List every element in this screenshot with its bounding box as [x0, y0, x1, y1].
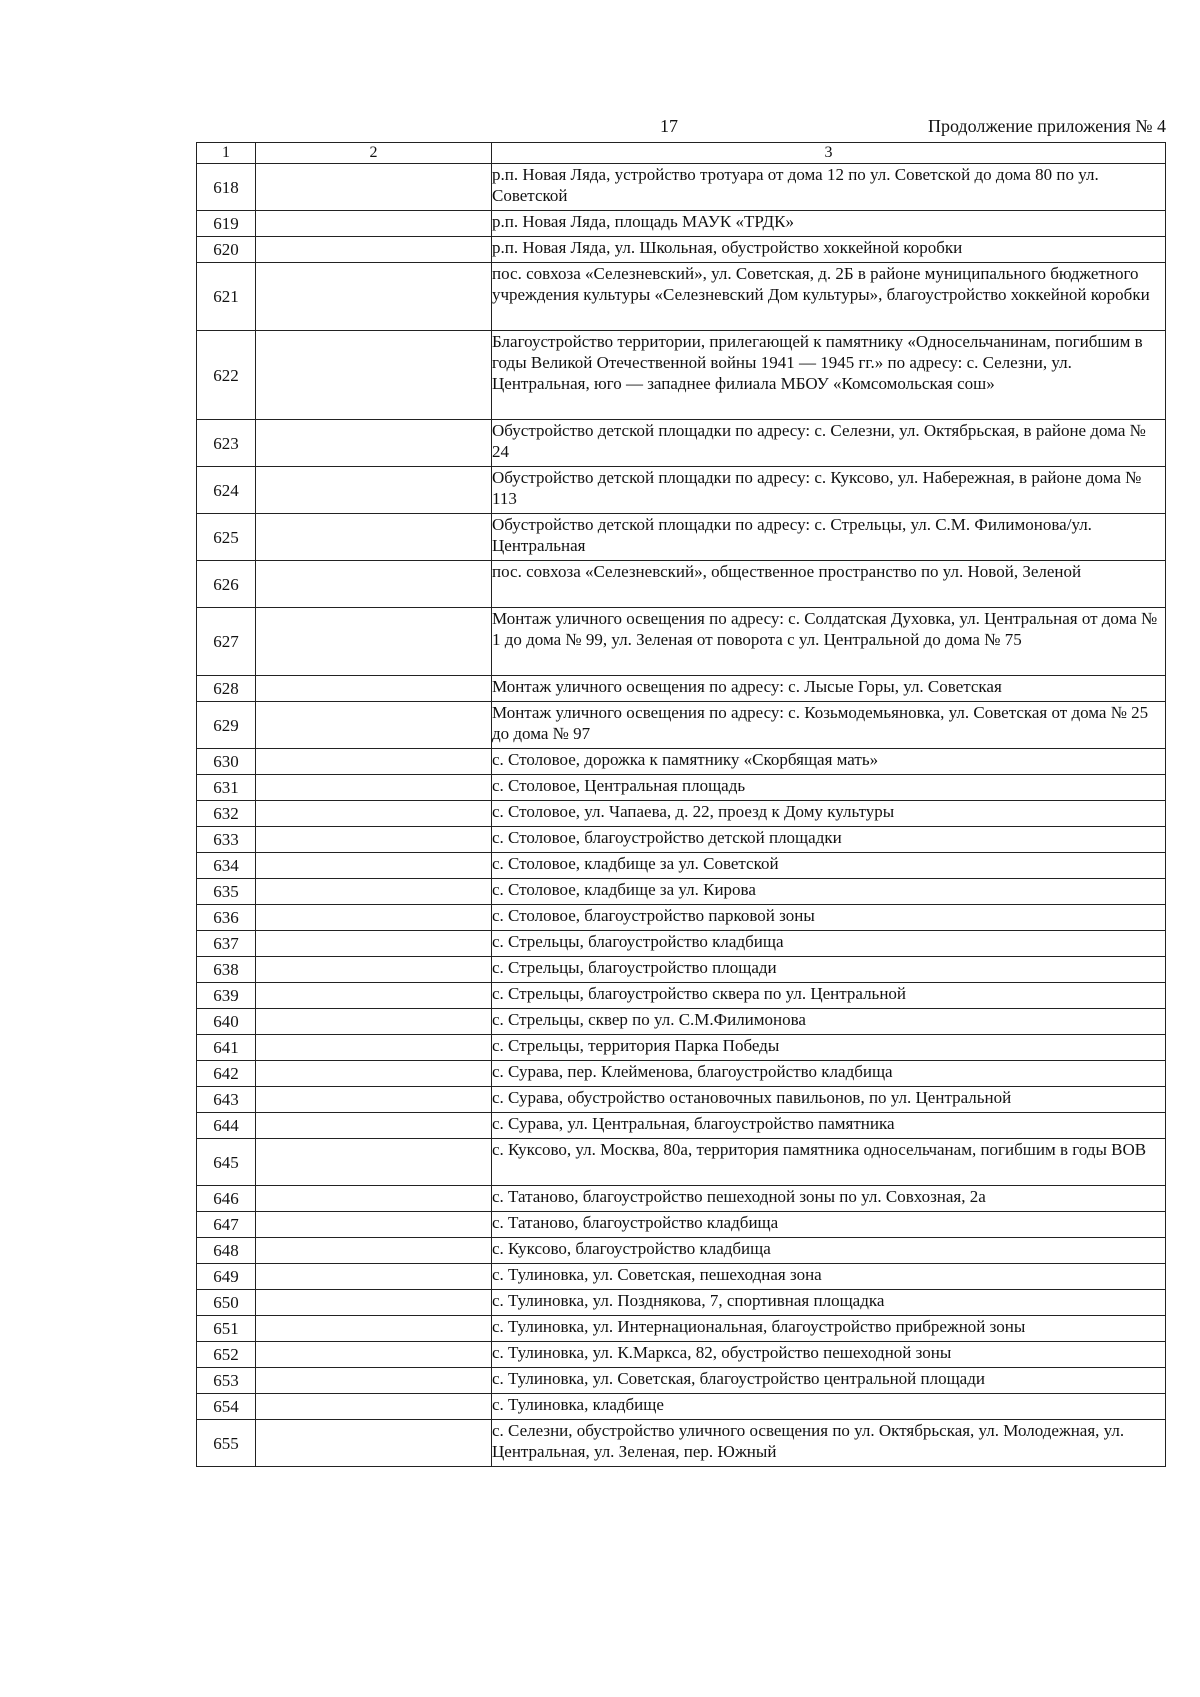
row-column-2 [256, 1035, 492, 1061]
table-row [197, 263, 1166, 331]
row-column-2 [256, 164, 492, 211]
row-description: с. Тулиновка, ул. Интернациональная, благоустройство прибрежной зоны [492, 1316, 1166, 1342]
row-column-2 [256, 237, 492, 263]
row-number: 651 [197, 1316, 256, 1342]
row-column-2 [256, 775, 492, 801]
row-number: 625 [197, 514, 256, 561]
row-column-2 [256, 1316, 492, 1342]
row-number: 654 [197, 1394, 256, 1420]
row-number: 623 [197, 420, 256, 467]
row-number: 643 [197, 1087, 256, 1113]
row-column-2 [256, 1420, 492, 1467]
row-number: 634 [197, 853, 256, 879]
row-column-2 [256, 1061, 492, 1087]
page-number: 17 [660, 116, 678, 136]
row-description: р.п. Новая Ляда, площадь МАУК «ТРДК» [492, 211, 1166, 237]
row-column-2 [256, 561, 492, 608]
table-row [197, 1238, 1166, 1264]
row-column-2 [256, 1342, 492, 1368]
row-column-2 [256, 1212, 492, 1238]
row-description: с. Столовое, Центральная площадь [492, 775, 1166, 801]
table-row [197, 1368, 1166, 1394]
row-description: с. Столовое, дорожка к памятнику «Скорбящая мать» [492, 749, 1166, 775]
row-number: 620 [197, 237, 256, 263]
row-number: 641 [197, 1035, 256, 1061]
table-row [197, 561, 1166, 608]
row-description: Обустройство детской площадки по адресу: с. Селезни, ул. Октябрьская, в районе дома № 24 [492, 420, 1166, 467]
row-column-2 [256, 702, 492, 749]
row-column-2 [256, 1009, 492, 1035]
row-description: с. Стрельцы, сквер по ул. С.М.Филимонова [492, 1009, 1166, 1035]
table-row [197, 1009, 1166, 1035]
row-number: 636 [197, 905, 256, 931]
table-row [197, 676, 1166, 702]
row-description: с. Татаново, благоустройство кладбища [492, 1212, 1166, 1238]
column-header-1: 1 [197, 143, 256, 164]
table-row [197, 801, 1166, 827]
row-description: с. Столовое, кладбище за ул. Кирова [492, 879, 1166, 905]
row-number: 655 [197, 1420, 256, 1467]
table-row [197, 514, 1166, 561]
row-description: р.п. Новая Ляда, ул. Школьная, обустройство хоккейной коробки [492, 237, 1166, 263]
table-row [197, 467, 1166, 514]
row-number: 628 [197, 676, 256, 702]
row-column-2 [256, 467, 492, 514]
row-column-2 [256, 879, 492, 905]
table-row [197, 1061, 1166, 1087]
row-description: с. Столовое, благоустройство парковой зоны [492, 905, 1166, 931]
row-column-2 [256, 749, 492, 775]
row-number: 631 [197, 775, 256, 801]
row-description: с. Столовое, кладбище за ул. Советской [492, 853, 1166, 879]
row-number: 619 [197, 211, 256, 237]
row-description: с. Столовое, благоустройство детской площадки [492, 827, 1166, 853]
row-number: 646 [197, 1186, 256, 1212]
row-number: 642 [197, 1061, 256, 1087]
row-description: с. Куксово, благоустройство кладбища [492, 1238, 1166, 1264]
table-row [197, 1113, 1166, 1139]
row-number: 626 [197, 561, 256, 608]
table-row [197, 879, 1166, 905]
row-description: с. Стрельцы, территория Парка Победы [492, 1035, 1166, 1061]
row-number: 624 [197, 467, 256, 514]
row-number: 635 [197, 879, 256, 905]
row-column-2 [256, 1186, 492, 1212]
row-number: 639 [197, 983, 256, 1009]
row-number: 629 [197, 702, 256, 749]
row-description: с. Сурава, пер. Клейменова, благоустройство кладбища [492, 1061, 1166, 1087]
row-column-2 [256, 514, 492, 561]
table-row [197, 827, 1166, 853]
table-header-row [197, 143, 1166, 164]
row-column-2 [256, 1113, 492, 1139]
row-number: 645 [197, 1139, 256, 1186]
row-number: 627 [197, 608, 256, 676]
row-description: Благоустройство территории, прилегающей к памятнику «Односельчанинам, погибшим в годы Великой Отечественной войны 1941 — 1945 гг.» по адресу: с. Селезни, ул. Центральная, юго — западнее филиала МБОУ «Комсомольская сош» [492, 331, 1166, 420]
row-column-2 [256, 676, 492, 702]
row-description: с. Татаново, благоустройство пешеходной зоны по ул. Совхозная, 2а [492, 1186, 1166, 1212]
row-description: с. Тулиновка, ул. Позднякова, 7, спортивная площадка [492, 1290, 1166, 1316]
row-description: с. Сурава, ул. Центральная, благоустройство памятника [492, 1113, 1166, 1139]
row-description: с. Столовое, ул. Чапаева, д. 22, проезд к Дому культуры [492, 801, 1166, 827]
row-number: 653 [197, 1368, 256, 1394]
table-row [197, 237, 1166, 263]
row-number: 644 [197, 1113, 256, 1139]
row-description: пос. совхоза «Селезневский», общественное пространство по ул. Новой, Зеленой [492, 561, 1166, 608]
table-row [197, 1212, 1166, 1238]
row-description: пос. совхоза «Селезневский», ул. Советская, д. 2Б в районе муниципального бюджетного учреждения культуры «Селезневский Дом культуры», благоустройство хоккейной коробки [492, 263, 1166, 331]
row-description: Монтаж уличного освещения по адресу: с. Козьмодемьяновка, ул. Советская от дома № 25 до дома № 97 [492, 702, 1166, 749]
table-row [197, 775, 1166, 801]
table-row [197, 749, 1166, 775]
table-row [197, 1342, 1166, 1368]
table-body [197, 164, 1166, 1467]
row-column-2 [256, 420, 492, 467]
row-description: Обустройство детской площадки по адресу: с. Куксово, ул. Набережная, в районе дома № 113 [492, 467, 1166, 514]
row-column-2 [256, 957, 492, 983]
row-description: с. Тулиновка, ул. К.Маркса, 82, обустройство пешеходной зоны [492, 1342, 1166, 1368]
row-column-2 [256, 263, 492, 331]
table-row [197, 1139, 1166, 1186]
row-column-2 [256, 608, 492, 676]
table-row [197, 702, 1166, 749]
table-row [197, 1420, 1166, 1467]
table-row [197, 1264, 1166, 1290]
row-number: 630 [197, 749, 256, 775]
column-header-3: 3 [492, 143, 1166, 164]
row-column-2 [256, 801, 492, 827]
row-number: 640 [197, 1009, 256, 1035]
row-number: 621 [197, 263, 256, 331]
column-header-2: 2 [256, 143, 492, 164]
table-row [197, 931, 1166, 957]
row-number: 647 [197, 1212, 256, 1238]
table-row [197, 211, 1166, 237]
row-description: с. Тулиновка, ул. Советская, благоустройство центральной площади [492, 1368, 1166, 1394]
row-number: 652 [197, 1342, 256, 1368]
row-number: 632 [197, 801, 256, 827]
row-number: 648 [197, 1238, 256, 1264]
row-number: 638 [197, 957, 256, 983]
appendix-continuation-label: Продолжение приложения № 4 [927, 116, 1166, 136]
row-number: 622 [197, 331, 256, 420]
table-row [197, 420, 1166, 467]
row-column-2 [256, 331, 492, 420]
row-number: 637 [197, 931, 256, 957]
table-row [197, 853, 1166, 879]
row-column-2 [256, 1264, 492, 1290]
table-row [197, 1290, 1166, 1316]
row-description: Монтаж уличного освещения по адресу: с. Лысые Горы, ул. Советская [492, 676, 1166, 702]
appendix-table [196, 142, 1166, 1467]
row-number: 618 [197, 164, 256, 211]
table-row [197, 1087, 1166, 1113]
table-row [197, 1394, 1166, 1420]
row-column-2 [256, 1368, 492, 1394]
table-row [197, 1316, 1166, 1342]
row-column-2 [256, 211, 492, 237]
row-description: с. Тулиновка, кладбище [492, 1394, 1166, 1420]
row-description: Обустройство детской площадки по адресу: с. Стрельцы, ул. С.М. Филимонова/ул. Центральная [492, 514, 1166, 561]
table-row [197, 331, 1166, 420]
row-column-2 [256, 983, 492, 1009]
row-description: р.п. Новая Ляда, устройство тротуара от дома 12 по ул. Советской до дома 80 по ул. Советской [492, 164, 1166, 211]
row-column-2 [256, 1394, 492, 1420]
row-description: Монтаж уличного освещения по адресу: с. Солдатская Духовка, ул. Центральная от дома № 1 до дома № 99, ул. Зеленая от поворота с ул. Центральной до дома № 75 [492, 608, 1166, 676]
table-row [197, 983, 1166, 1009]
table-row [197, 1035, 1166, 1061]
row-number: 649 [197, 1264, 256, 1290]
row-column-2 [256, 1290, 492, 1316]
row-description: с. Стрельцы, благоустройство площади [492, 957, 1166, 983]
table-row [197, 957, 1166, 983]
row-description: с. Куксово, ул. Москва, 80а, территория памятника односельчанам, погибшим в годы ВОВ [492, 1139, 1166, 1186]
row-description: с. Тулиновка, ул. Советская, пешеходная зона [492, 1264, 1166, 1290]
row-description: с. Стрельцы, благоустройство кладбища [492, 931, 1166, 957]
table-row [197, 1186, 1166, 1212]
row-column-2 [256, 905, 492, 931]
row-column-2 [256, 1238, 492, 1264]
row-column-2 [256, 827, 492, 853]
row-number: 633 [197, 827, 256, 853]
row-column-2 [256, 1139, 492, 1186]
table-row [197, 164, 1166, 211]
row-number: 650 [197, 1290, 256, 1316]
table-row [197, 905, 1166, 931]
row-column-2 [256, 931, 492, 957]
row-description: с. Стрельцы, благоустройство сквера по ул. Центральной [492, 983, 1166, 1009]
row-description: с. Сурава, обустройство остановочных павильонов, по ул. Центральной [492, 1087, 1166, 1113]
table-row [197, 608, 1166, 676]
row-column-2 [256, 853, 492, 879]
row-column-2 [256, 1087, 492, 1113]
row-description: с. Селезни, обустройство уличного освещения по ул. Октябрьская, ул. Молодежная, ул. Центральная, ул. Зеленая, пер. Южный [492, 1420, 1166, 1467]
